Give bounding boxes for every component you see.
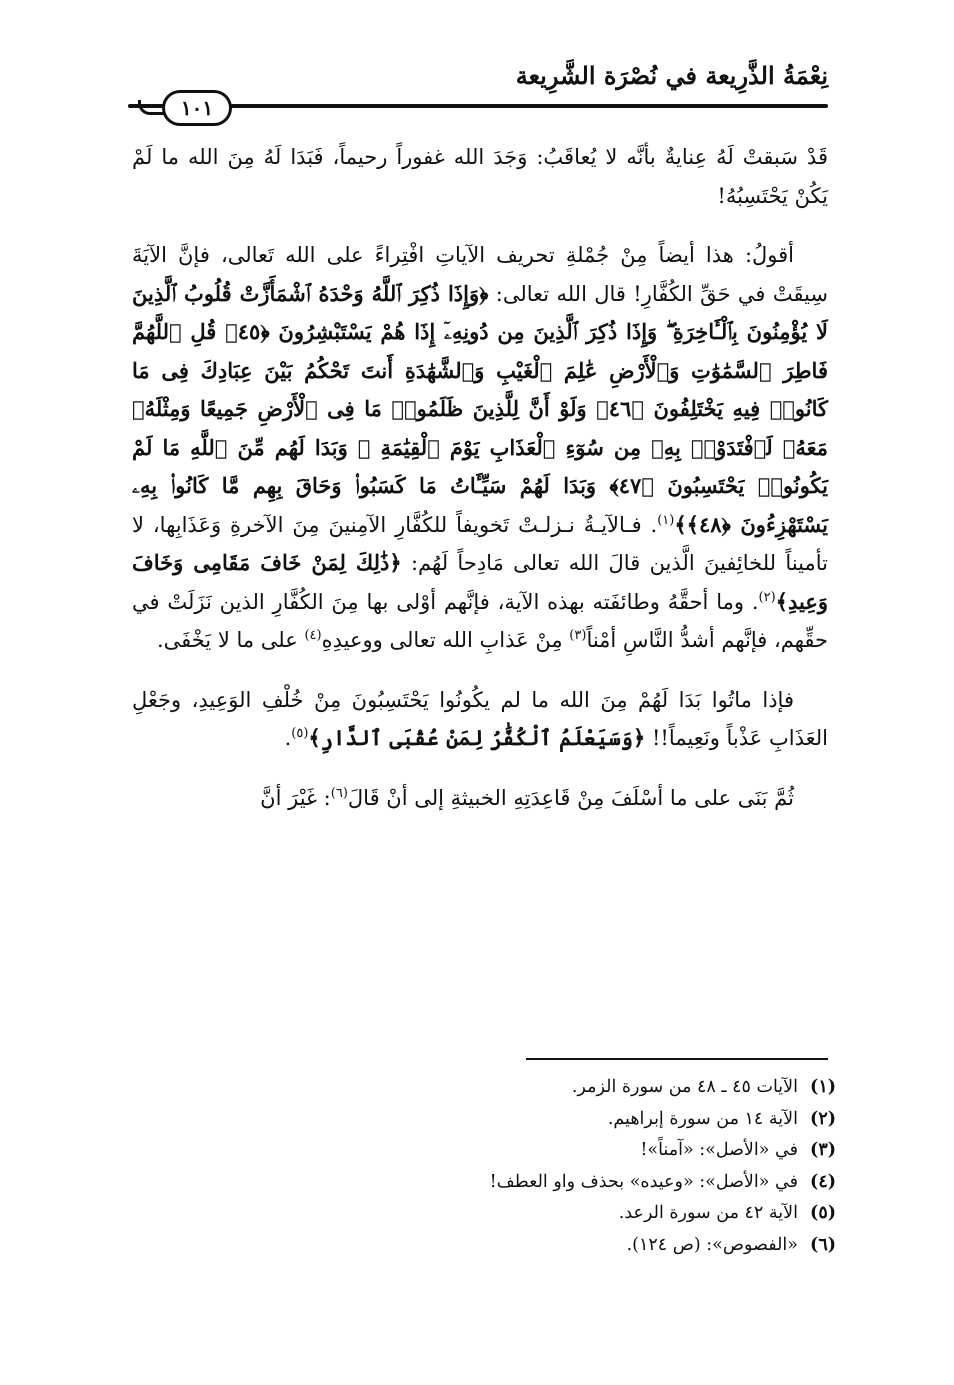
footnote-text: في «الأصل»: «وعيده» بحذف واو العطف! <box>489 1171 798 1192</box>
main-text <box>132 138 828 838</box>
footnote <box>236 1072 836 1104</box>
paragraph-2-text-c: مِنْ عَذابِ الله تعالى ووعيدِهِ <box>321 628 563 652</box>
paragraph-3-intro: فإذا ماتُوا بَدَا لَهُمْ مِنَ الله ما لم يكُونُوا يَحْتَسِبُونَ مِنْ خُلْفِ الوَعِيدِ، وجَعْلِ العَذَابِ عَذْباً ونَعِيماً!! <box>132 687 828 750</box>
footnote-text: في «الأصل»: «آمناً»! <box>640 1140 798 1160</box>
footnote-separator <box>526 1058 828 1060</box>
footnote-text: «الفصوص»: (ص ١٢٤). <box>626 1234 798 1255</box>
footnote-ref-4: (٤) <box>304 628 322 643</box>
paragraph-1 <box>132 138 828 215</box>
quran-quote-ibrahim: ﴿ذَٰلِكَ لِمَنْ خَافَ مَقَامِى وَخَافَ وَعِيدِ﴾ <box>132 550 828 614</box>
footnote-ref-5: (٥) <box>291 726 309 741</box>
paragraph-1-text: قَدْ سَبقتْ لَهُ عِنايةٌ بأنَّه لا يُعاقَبُ: وَجَدَ الله غفوراً رحيماً، فَبَدَا لَهُ مِنَ الله ما لَمْ يَكُنْ يَحْتَسِبُهُ! <box>132 145 828 208</box>
paragraph-2-text-a: . فـالآيـةُ نـزلـتْ تَخويفاً للكُفَّارِ الآمِنينَ مِنَ الآخرةِ وَعَذَابِها، لا تأميناً للخائِفينَ الَّذين قالَ الله تعالى مَادِحاً لَهُم: <box>132 512 828 575</box>
footnote <box>236 1167 836 1199</box>
footnote-text: الآيات ٤٥ ـ ٤٨ من سورة الزمر. <box>571 1077 798 1097</box>
paragraph-4-end: : غَيْرَ أنَّ <box>260 785 331 810</box>
footnote <box>236 1104 836 1136</box>
footnote-ref-2: (٢) <box>758 589 776 605</box>
footnote-number: (٢) <box>810 1108 836 1129</box>
footnote-ref-3: (٣) <box>569 628 587 643</box>
paragraph-4 <box>132 779 828 818</box>
footnote-text: الآية ٤٢ من سورة الرعد. <box>618 1203 798 1223</box>
footnote <box>236 1230 836 1262</box>
paragraph-2-intro: أقولُ: هذا أيضاً مِنْ جُمْلةِ تحريف الآياتِ افْتِراءً على الله تَعالى، فإنَّ الآيَةَ سِيقَتْ في حَقِّ الكُفَّارِ! قال الله تعالى: <box>132 243 828 306</box>
footnote-text: الآية ١٤ من سورة إبراهيم. <box>607 1108 798 1129</box>
paragraph-2-text-b: . وما أحقَّهُ وطائفَته بهذه الآية، فإنَّهم أوْلى بها مِنَ الكُفَّارِ الذين نَزَلَتْ في حقِّهم، فإنَّهم أشدُّ النَّاسِ أمْناً <box>132 589 828 652</box>
running-title: نِعْمَةُ الذَّرِيعة في نُصْرَة الشَّرِيعة <box>515 61 828 90</box>
paragraph-3 <box>132 681 828 758</box>
footnote <box>236 1135 836 1167</box>
paragraph-3-end: . <box>284 726 292 750</box>
footnote-number: (٦) <box>810 1234 836 1255</box>
footnote-number: (٣) <box>810 1140 836 1160</box>
footnote-number: (٤) <box>810 1171 836 1192</box>
quran-quote-zumar: ﴿وَإِذَا ذُكِرَ ٱللَّهُ وَحْدَهُ ٱشْمَأَزَّتْ قُلُوبُ ٱلَّذِينَ لَا يُؤْمِنُونَ بِٱلْـَٔاخِرَةِ ۖ وَإِذَا ذُكِرَ ٱلَّذِينَ مِن دُونِهِۦٓ إِذَا هُمْ يَسْتَبْشِرُونَ ﴿٤٥﴾ قُلِ ٱللَّهُمَّ فَاطِرَ ٱلسَّمَٰوَٰتِ وَٱلْأَرْضِ عَٰلِمَ ٱلْغَيْبِ وَٱلشَّهَٰدَةِ أَنتَ تَحْكُمُ بَيْنَ عِبَادِكَ فِى مَا كَانُوا۟ فِيهِ يَخْتَلِفُونَ ﴿٤٦﴾ وَلَوْ أَنَّ لِلَّذِينَ ظَلَمُوا۟ مَا فِى ٱلْأَرْضِ جَمِيعًا وَمِثْلَهُۥ مَعَهُۥ لَٱفْتَدَوْا۟ بِهِۦ مِن سُوٓءِ ٱلْعَذَابِ يَوْمَ ٱلْقِيَٰمَةِ ۚ وَبَدَا لَهُم مِّنَ ٱللَّهِ مَا لَمْ يَكُونُوا۟ يَحْتَسِبُونَ ﴿٤٧﴾ وَبَدَا لَهُمْ سَيِّـَٔاتُ مَا كَسَبُوا۟ وَحَاقَ بِهِم مَّا كَانُوا۟ بِهِۦ يَسْتَهْزِءُونَ ﴿٤٨﴾﴾ <box>132 280 829 537</box>
footnote-number: (٥) <box>810 1203 836 1223</box>
paragraph-2-text-d: على ما لا يَخْفَى. <box>156 628 298 652</box>
paragraph-4-intro: ثُمَّ بَنَى على ما أسْلَفَ مِنْ قَاعِدَتِهِ الخبيثةِ إلى أنْ قَالَ <box>347 785 794 810</box>
footnote <box>236 1198 836 1230</box>
footnote-number: (١) <box>810 1077 836 1097</box>
page-header <box>128 60 828 120</box>
footnote-ref-6: (٦) <box>330 785 348 801</box>
footnote-ref-1: (١) <box>657 512 675 528</box>
quran-quote-raad: ﴿وَسَيَعْلَمُ ٱلْكُفَّٰرُ لِمَنْ عُقْبَى ٱلدَّارِ﴾ <box>308 725 646 750</box>
header-rule <box>128 104 828 108</box>
footnotes <box>236 1072 836 1261</box>
page-number: ١٠١ <box>162 90 232 126</box>
paragraph-2 <box>132 236 828 660</box>
